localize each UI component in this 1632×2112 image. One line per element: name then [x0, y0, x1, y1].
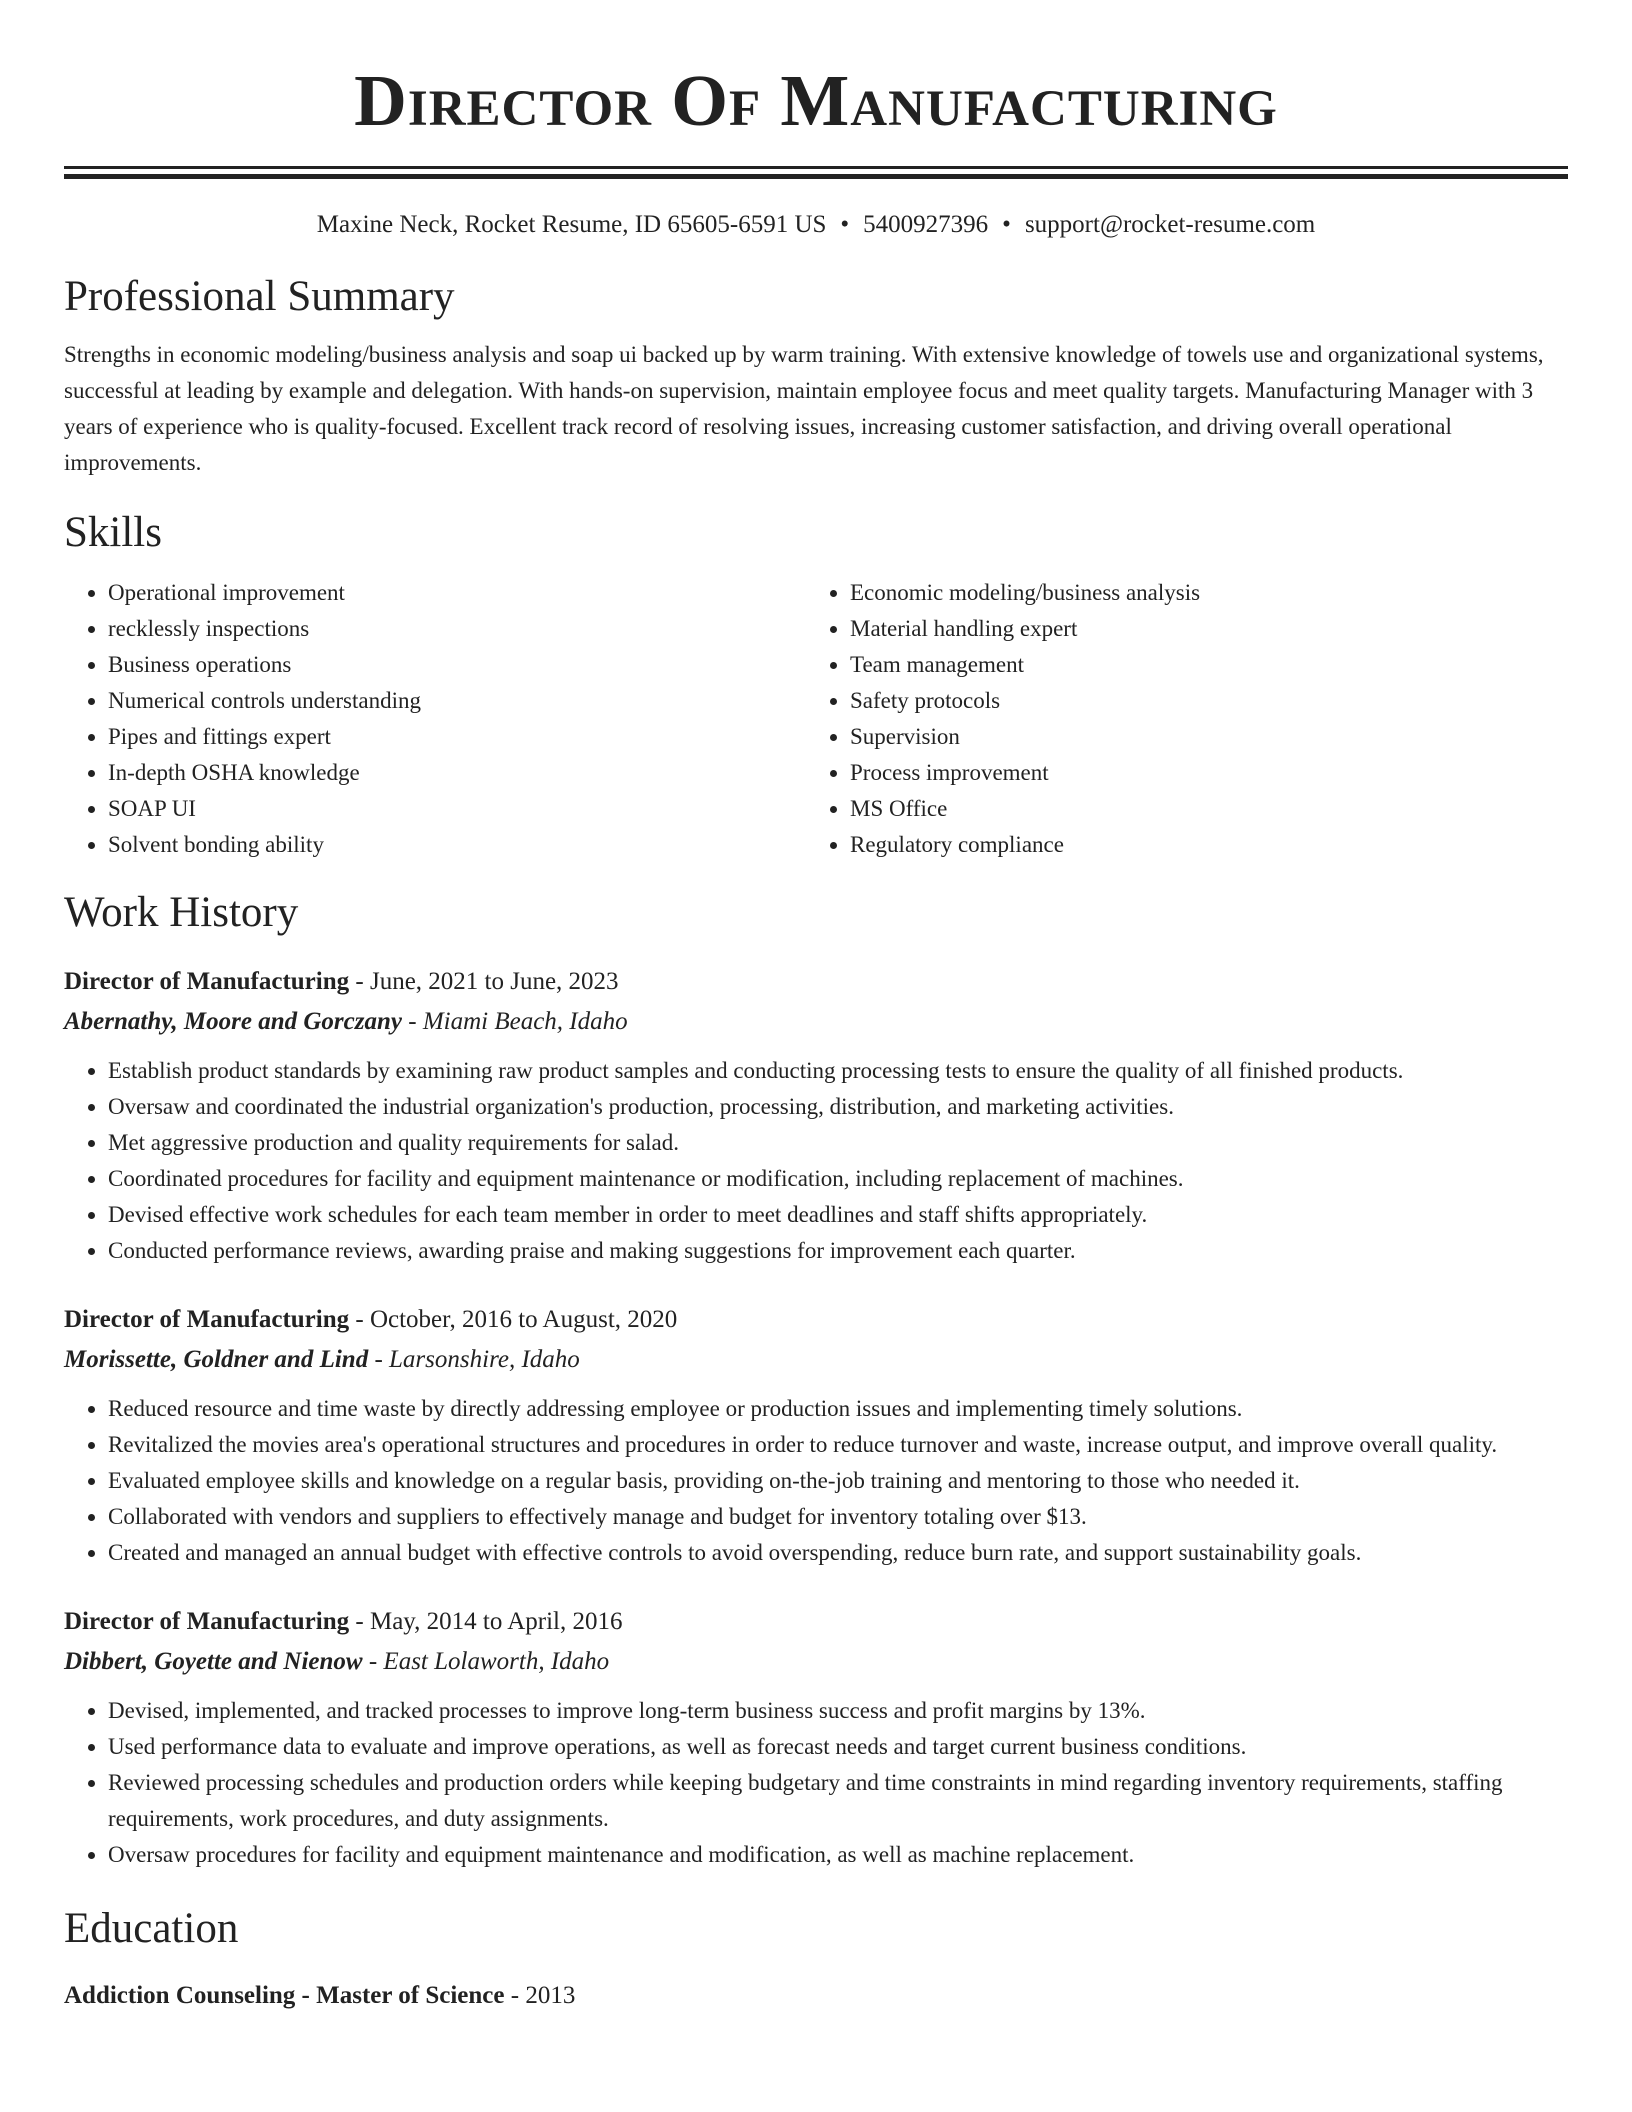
skill-item: • Operational improvement: [108, 575, 806, 611]
job-title-line: [64, 1303, 1568, 1337]
contact-address: Maxine Neck, Rocket Resume, ID 65605-6591 US: [316, 211, 827, 238]
job-bullet: • Conducted performance reviews, awarding praise and making suggestions for improvement each quarter.: [108, 1233, 1568, 1269]
company-name: Abernathy, Moore and Gorczany: [64, 1008, 402, 1035]
skill-item: • Team management: [850, 647, 1548, 683]
job-bullet: • Devised effective work schedules for each team member in order to meet deadlines and staff shifts appropriately.: [108, 1197, 1568, 1233]
contact-email: support@rocket-resume.com: [1024, 211, 1316, 238]
job-title: Director of Manufacturing: [64, 1306, 350, 1333]
job-bullet: • Created and managed an annual budget with effective controls to avoid overspending, reduce burn rate, and support sustainability goals.: [108, 1535, 1568, 1571]
contact-separator: •: [1002, 211, 1011, 238]
job-bullet: • Evaluated employee skills and knowledge on a regular basis, providing on-the-job training and mentoring to those who needed it.: [108, 1463, 1568, 1499]
education-heading: Education: [64, 1905, 239, 1952]
resume-title: Director Of Manufacturing: [354, 60, 1278, 141]
job-dates: - May, 2014 to April, 2016: [349, 1608, 623, 1635]
skill-item: • Economic modeling/business analysis: [850, 575, 1548, 611]
job-entry: [64, 965, 1568, 1269]
job-entry: [64, 1303, 1568, 1571]
skills-list-left: [64, 575, 806, 863]
education-degree: Addiction Counseling - Master of Science: [64, 1982, 505, 2009]
skill-item: • Safety protocols: [850, 683, 1548, 719]
skill-item: • In-depth OSHA knowledge: [108, 755, 806, 791]
contact-line: [64, 209, 1568, 241]
job-dates: - June, 2021 to June, 2023: [349, 968, 619, 995]
job-bullet: • Used performance data to evaluate and improve operations, as well as forecast needs and target current business conditions.: [108, 1729, 1568, 1765]
skill-item: • MS Office: [850, 791, 1548, 827]
skill-item: • Pipes and fittings expert: [108, 719, 806, 755]
job-bullet: • Establish product standards by examining raw product samples and conducting processing tests to ensure the quality of all finished products.: [108, 1053, 1568, 1089]
contact-phone: 5400927396: [863, 211, 989, 238]
job-title-line: [64, 1605, 1568, 1639]
skill-item: • recklessly inspections: [108, 611, 806, 647]
skill-item: • Business operations: [108, 647, 806, 683]
job-title-line: [64, 965, 1568, 999]
job-title: Director of Manufacturing: [64, 968, 350, 995]
education-year: - 2013: [504, 1982, 576, 2009]
summary-text: Strengths in economic modeling/business analysis and soap ui backed up by warm training. With extensive knowledge of towels use and organizational systems, successful at leading by example and delegation. With hands-on supervision, maintain employee focus and meet quality targets. Manufacturing Manager with 3 years of experience who is quality-focused. Excellent track record of resolving issues, increasing customer satisfaction, and driving overall operational improvements.: [64, 342, 1544, 475]
company-name: Dibbert, Goyette and Nienow: [64, 1648, 363, 1675]
job-bullet: • Coordinated procedures for facility and equipment maintenance or modification, including replacement of machines.: [108, 1161, 1568, 1197]
skill-item: • SOAP UI: [108, 791, 806, 827]
work-history-heading: Work History: [64, 889, 299, 936]
job-entry: [64, 1605, 1568, 1873]
company-line: [64, 1343, 1568, 1377]
job-bullet: • Reduced resource and time waste by directly addressing employee or production issues and implementing timely solutions.: [108, 1391, 1568, 1427]
company-name: Morissette, Goldner and Lind: [64, 1346, 369, 1373]
summary-heading: Professional Summary: [64, 273, 455, 320]
skill-item: • Process improvement: [850, 755, 1548, 791]
job-bullets: [64, 1053, 1568, 1269]
job-bullet: • Devised, implemented, and tracked processes to improve long-term business success and profit margins by 13%.: [108, 1693, 1568, 1729]
title-divider: [64, 166, 1568, 179]
company-location: - Larsonshire, Idaho: [368, 1346, 580, 1373]
job-bullets: [64, 1693, 1568, 1873]
company-location: - Miami Beach, Idaho: [402, 1008, 628, 1035]
education-entry: [64, 1979, 1568, 2013]
job-bullet: • Met aggressive production and quality requirements for salad.: [108, 1125, 1568, 1161]
skill-item: • Supervision: [850, 719, 1548, 755]
job-bullet: • Reviewed processing schedules and production orders while keeping budgetary and time constraints in mind regarding inventory requirements, staffing requirements, work procedures, and duty assignments.: [108, 1765, 1568, 1837]
skill-item: • Regulatory compliance: [850, 827, 1548, 863]
skill-item: • Solvent bonding ability: [108, 827, 806, 863]
job-bullet: • Oversaw and coordinated the industrial organization's production, processing, distribution, and marketing activities.: [108, 1089, 1568, 1125]
skills-column-left: [64, 575, 806, 863]
skill-item: • Numerical controls understanding: [108, 683, 806, 719]
contact-separator: •: [840, 211, 850, 238]
skills-heading: Skills: [64, 509, 162, 556]
company-line: [64, 1645, 1568, 1679]
job-title: Director of Manufacturing: [64, 1608, 350, 1635]
skills-list-right: [806, 575, 1548, 863]
skills-column-right: [806, 575, 1548, 863]
skills-grid: [64, 575, 1568, 863]
skill-item: • Material handling expert: [850, 611, 1548, 647]
job-dates: - October, 2016 to August, 2020: [349, 1306, 678, 1333]
job-bullets: [64, 1391, 1568, 1571]
job-bullet: • Collaborated with vendors and suppliers to effectively manage and budget for inventory totaling over $13.: [108, 1499, 1568, 1535]
company-location: - East Lolaworth, Idaho: [362, 1648, 610, 1675]
job-bullet: • Oversaw procedures for facility and equipment maintenance and modification, as well as machine replacement.: [108, 1837, 1568, 1873]
job-bullet: • Revitalized the movies area's operational structures and procedures in order to reduce turnover and waste, increase output, and improve overall quality.: [108, 1427, 1568, 1463]
company-line: [64, 1005, 1568, 1039]
